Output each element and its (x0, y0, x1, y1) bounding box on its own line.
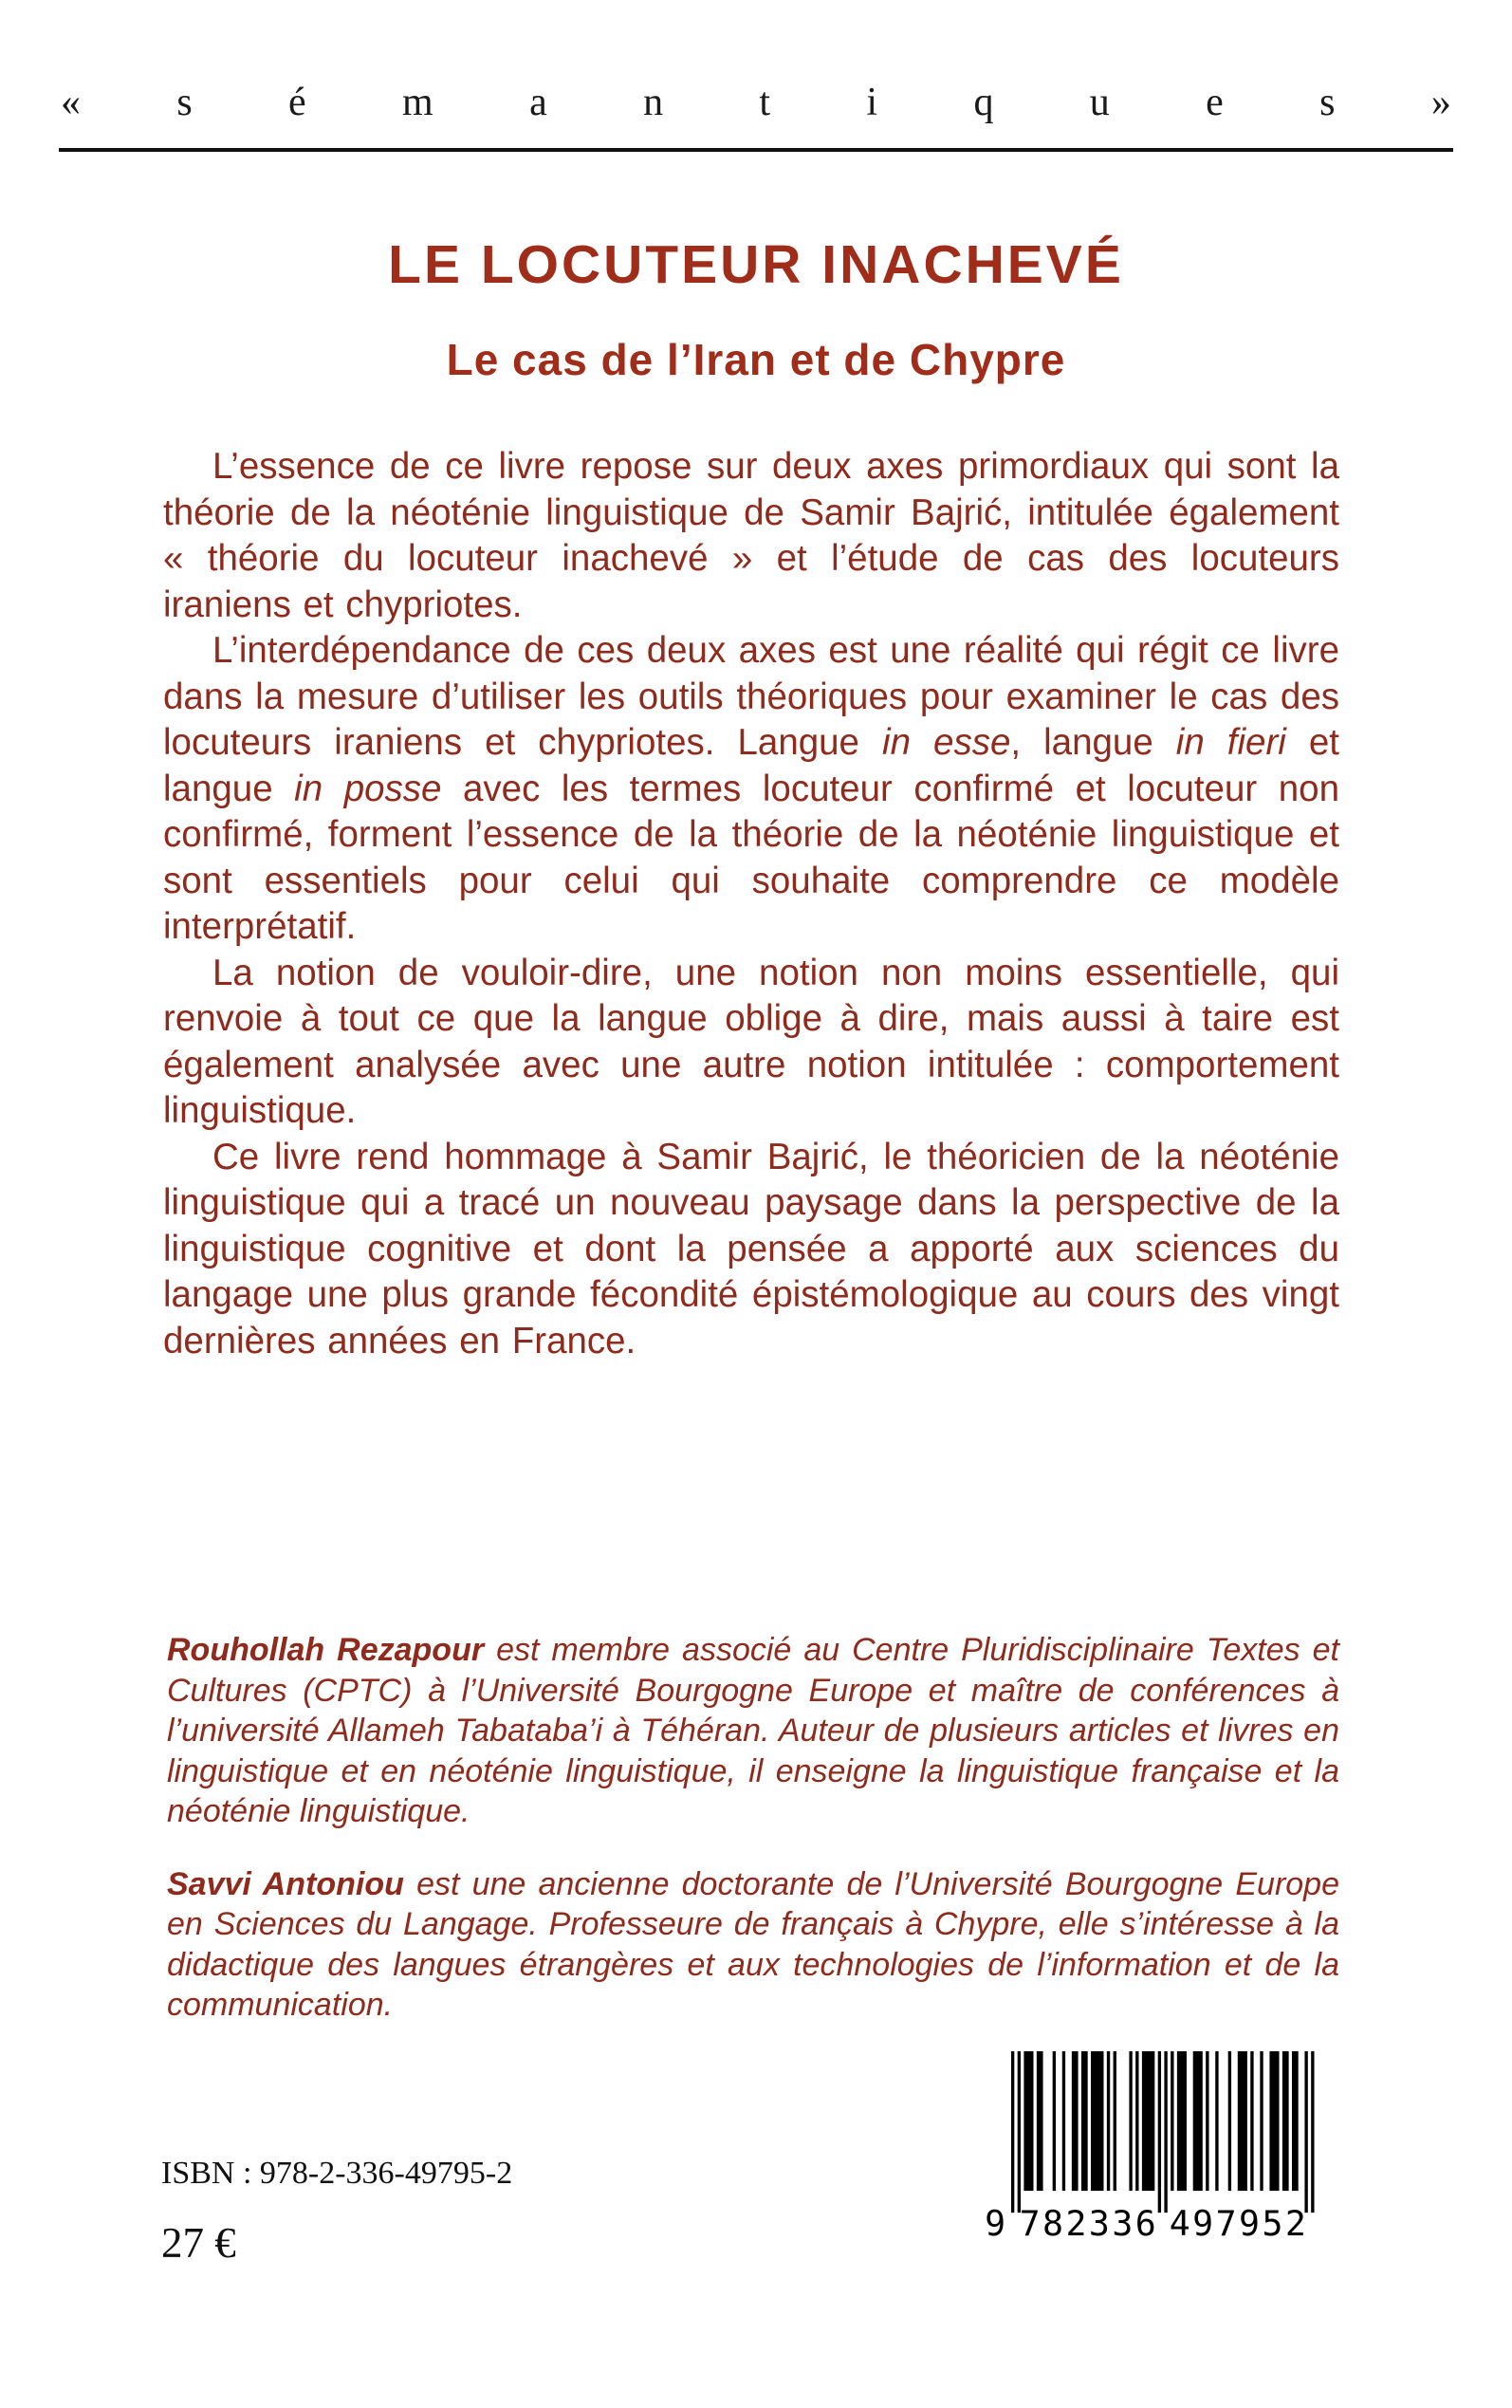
collection-letter: n (643, 81, 664, 124)
synopsis-paragraph: L’essence de ce livre repose sur deux axes primordiaux qui sont la théorie de la néoténie linguistique de Samir Bajrić, intitulée également « théorie du locuteur inachevé » et l’étude de cas des locuteurs iraniens et chypriotes. (163, 446, 1339, 625)
synopsis-paragraph: La notion de vouloir-dire, une notion non moins essentielle, qui renvoie à tout ce que la langue oblige à dire, mais aussi à taire est également analysée avec une autre notion intitulée : comportement linguistique. (163, 952, 1339, 1131)
author-bios (167, 1630, 1339, 2058)
collection-letter: s (176, 81, 193, 124)
svg-text:782336: 782336 (1019, 2203, 1156, 2239)
synopsis-text (163, 444, 1339, 1364)
collection-letter: a (529, 81, 547, 124)
collection-letter: s (1319, 81, 1336, 124)
synopsis-paragraph: Ce livre rend hommage à Samir Bajrić, le théoricien de la néoténie linguistique qui a tracé un nouveau paysage dans la perspective de la linguistique cognitive et dont la pensée a apporté aux sciences du langage une plus grande fécondité épistémologique au cours des vingt dernières années en France. (163, 1136, 1339, 1361)
collection-letter: i (866, 81, 878, 124)
collection-letter: « (61, 81, 81, 124)
author-bio: Rouhollah Rezapour est membre associé au Centre Pluridisciplinaire Textes et Cultures (CPTC) à l’Université Bourgogne Europe et maître de conférences à l’université Allameh Tabataba’i à Téhéran. Auteur de plusieurs articles et livres en linguistique et en néoténie linguistique, il enseigne la linguistique française et la néoténie linguistique. (167, 1632, 1339, 1829)
book-title: LE LOCUTEUR INACHEVÉ (388, 234, 1124, 295)
collection-letter: u (1089, 81, 1110, 124)
collection-letter: » (1430, 81, 1451, 124)
collection-letter: é (288, 81, 306, 124)
svg-text:9: 9 (985, 2203, 1006, 2239)
collection-letter: t (759, 81, 771, 124)
isbn-label: ISBN : 978-2-336-49795-2 (161, 2156, 513, 2191)
book-subtitle: Le cas de l’Iran et de Chypre (446, 335, 1066, 384)
collection-letter: m (402, 81, 433, 124)
author-bio: Savvi Antoniou est une ancienne doctorante de l’Université Bourgogne Europe en Sciences du Langage. Professeure de français à Chypre, elle s’intéresse à la didactique des langues étrangères et aux technologies de l’information et de la communication. (167, 1865, 1340, 2023)
svg-text:497952: 497952 (1169, 2203, 1306, 2239)
header-rule (59, 148, 1453, 152)
collection-letter: e (1206, 81, 1224, 124)
ean13-barcode (981, 2051, 1320, 2237)
collection-name (61, 80, 1451, 125)
price-label: 27 € (161, 2219, 236, 2267)
collection-letter: q (973, 81, 994, 124)
synopsis-paragraph: L’interdépendance de ces deux axes est une réalité qui régit ce livre dans la mesure d’utiliser les outils théoriques pour examiner le cas des locuteurs iraniens et chypriotes. Langue in esse, langue in fieri et langue in posse avec les termes locuteur confirmé et locuteur non confirmé, forment l’essence de la théorie de la néoténie linguistique et sont essentiels pour celui qui souhaite comprendre ce modèle interprétatif. (163, 630, 1339, 947)
